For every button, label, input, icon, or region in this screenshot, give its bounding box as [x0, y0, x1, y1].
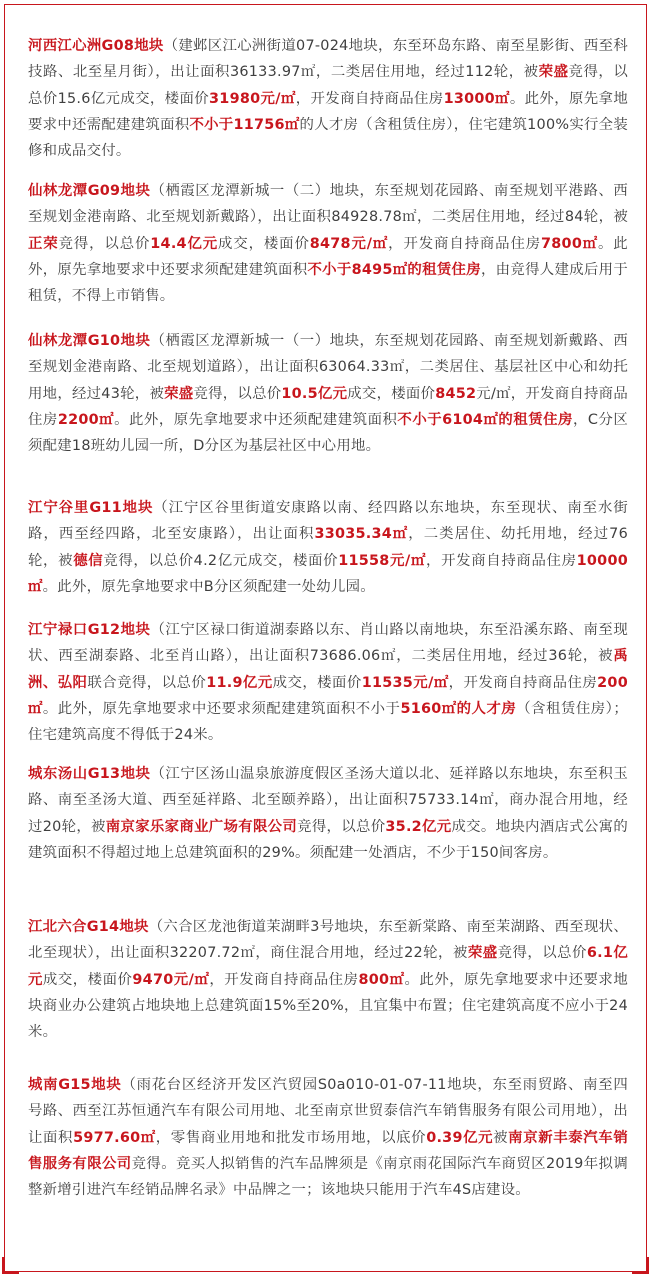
paragraph-g11	[28, 495, 628, 600]
highlight-text: 江北六合G14地块	[28, 919, 149, 935]
highlight-text: 城东汤山G13地块	[28, 766, 151, 782]
body-text: 。此外，原先拿地要求中还要求须配建建筑面积	[28, 235, 628, 278]
body-text: ，二类居住、幼托用地，经过76轮，被	[28, 526, 628, 569]
highlight-text: 不小于6104㎡的租赁住房	[397, 411, 573, 428]
highlight-text: 江宁禄口G12地块	[28, 622, 151, 638]
highlight-text: 南京家乐家商业广场有限公司	[105, 818, 298, 835]
highlight-text: 10000㎡	[28, 552, 628, 595]
highlight-text: 11.9亿元	[206, 674, 273, 691]
paragraph-g08	[28, 33, 628, 164]
highlight-text: 荣盛	[164, 385, 194, 402]
highlight-text: 7800㎡	[541, 235, 599, 252]
body-text: 成交，楼面价	[42, 971, 133, 988]
paragraph-g09	[28, 178, 628, 309]
highlight-text: 6.1亿元	[28, 945, 628, 988]
highlight-text: 13000㎡	[443, 90, 510, 107]
body-text: （雨花台区经济开发区汽贸园S0a010-01-07-11地块，东至雨贸路、南至四号路、西至江苏恒通汽车有限公司用地、北至南京世贸泰信汽车销售服务有限公司用地），出让面积	[28, 1077, 628, 1146]
highlight-text: 5977.60㎡	[73, 1129, 156, 1146]
highlight-text: 荣盛	[467, 945, 498, 962]
body-text: 成交，楼面价	[218, 235, 310, 252]
highlight-text: 35.2亿元	[385, 818, 452, 835]
body-text: ，C分区须配建18班幼儿园一所，D分区为基层社区中心用地。	[28, 411, 628, 455]
highlight-text: 10.5亿元	[281, 385, 348, 402]
highlight-text: 0.39亿元	[426, 1129, 494, 1146]
highlight-text: 11558元/㎡	[338, 552, 427, 569]
body-text: （栖霞区龙潭新城一（一）地块，东至规划花园路、南至规划新戴路、西至规划金港南路、北至规划道路），出让面积63064.33㎡，二类居住、基层社区中心和幼托用地，经过43轮，被	[28, 333, 628, 402]
body-text: 成交。地块内酒店式公寓的建筑面积不得超过地上总建筑面积的29%。须配建一处酒店，不少于150间客房。	[28, 818, 628, 861]
highlight-text: 2200㎡	[57, 411, 115, 428]
body-text: 竞得。竞买人拟销售的汽车品牌须是《南京雨花国际汽车商贸区2019年拟调整新增引进汽车经销品牌名录》中品牌之一；该地块只能用于汽车4S店建设。	[28, 1155, 628, 1199]
highlight-text: 城南G15地块	[28, 1077, 122, 1093]
body-text: 的人才房（含租赁住房），住宅建筑100%实行全装修和成品交付。	[28, 116, 628, 160]
highlight-text: 禹洲、弘阳	[28, 648, 628, 691]
paragraph-g10	[28, 328, 628, 459]
body-text: （建邺区江心洲街道07-024地块，东至环岛东路、南至星影街、西至科技路、北至星月街），出让面积36133.97㎡，二类居住用地，经过112轮，被	[28, 38, 628, 81]
highlight-text: 14.4亿元	[150, 235, 219, 252]
body-text: 。此外，原先拿地要求中还需配建建筑面积	[28, 90, 628, 133]
body-text: 联合竞得，以总价	[87, 674, 207, 691]
body-text: 竞得，以总价	[58, 235, 151, 252]
paragraph-g15	[28, 1072, 628, 1203]
body-text: 。此外，原先拿地要求中还须配建建筑面积	[114, 411, 398, 428]
highlight-text: 9470元/㎡	[132, 971, 210, 988]
body-text: 被	[493, 1129, 509, 1146]
highlight-text: 不小于11756㎡	[189, 116, 300, 133]
highlight-text: 8478元/㎡	[309, 235, 389, 252]
body-text: （江宁区禄口街道湖泰路以东、肖山路以南地块，东至沿溪东路、南至现状、西至湖泰路、北至肖山路），出让面积73686.06㎡，二类居住用地，经过36轮，被	[28, 622, 628, 665]
highlight-text: 31980元/㎡	[209, 90, 296, 107]
highlight-text: 德信	[73, 552, 104, 569]
body-text: 竞得，以总价	[497, 945, 587, 962]
body-text: 。此外，原先拿地要求中还要求地块商业办公建筑占地块地上总建筑面15%至20%，且宜集中布置；住宅建筑高度不应小于24米。	[28, 971, 628, 1041]
highlight-text: 33035.34㎡	[314, 526, 409, 543]
body-text: 竞得，以总价4.2亿元成交，楼面价	[103, 552, 339, 569]
body-text: 元/㎡，开发商自持商品住房	[28, 385, 628, 428]
body-text: ，开发商自持商品住房	[448, 674, 598, 691]
body-text: （江宁区谷里街道安康路以南、经四路以东地块，东至现状、南至水街路，西至经四路，北至安康路），出让面积	[28, 500, 628, 543]
highlight-text: 正荣	[28, 235, 59, 252]
body-text: （六合区龙池街道茉湖畔3号地块，东至新棠路、南至茉湖路、西至现状、北至现状），出让面积32207.72㎡，商住混合用地，经过22轮，被	[28, 919, 628, 962]
highlight-text: 11535元/㎡	[361, 674, 449, 691]
highlight-text: 江宁谷里G11地块	[28, 500, 154, 516]
highlight-text: 8452	[435, 385, 477, 402]
highlight-text: 800㎡	[358, 971, 405, 988]
body-text: ，零售商业用地和批发市场用地，以底价	[155, 1129, 427, 1146]
body-text: 竞得，以总价	[193, 385, 282, 402]
highlight-text: 200㎡	[28, 674, 628, 717]
highlight-text: 南京新丰泰汽车销售服务有限公司	[28, 1129, 628, 1172]
body-text: ，开发商自持商品住房	[426, 552, 577, 569]
body-text: ，开发商自持商品住房	[388, 235, 542, 252]
paragraph-g13	[28, 761, 628, 866]
highlight-text: 河西江心洲G08地块	[28, 38, 164, 54]
body-text: （含租赁住房）；住宅建筑高度不得低于24米。	[28, 700, 628, 744]
body-text: （栖霞区龙潭新城一（二）地块，东至规划花园路、南至规划平港路、西至规划金港南路、北至规划新戴路），出让面积84928.78㎡，二类居住用地，经过84轮，被	[28, 183, 628, 226]
highlight-text: 不小于8495㎡的租赁住房	[307, 261, 481, 278]
body-text: ，由竞得人建成后用于租赁，不得上市销售。	[28, 261, 628, 305]
body-text: 成交，楼面价	[347, 385, 436, 402]
body-text: 。此外，原先拿地要求中B分区须配建一处幼儿园。	[42, 578, 375, 595]
highlight-text: 仙林龙潭G09地块	[28, 183, 151, 199]
highlight-text: 仙林龙潭G10地块	[28, 333, 151, 349]
body-text: ，开发商自持商品住房	[295, 90, 444, 107]
body-text: （江宁区汤山温泉旅游度假区圣汤大道以北、延祥路以东地块，东至积玉路、南至圣汤大道、西至延祥路、北至颐养路），出让面积75733.14㎡，商办混合用地，经过20轮，被	[28, 766, 628, 835]
body-text: ，开发商自持商品住房	[209, 971, 359, 988]
highlight-text: 荣盛	[538, 64, 569, 81]
body-text: 竞得，以总价15.6亿元成交，楼面价	[28, 64, 628, 107]
highlight-text: 5160㎡的人才房	[400, 700, 517, 717]
body-text: 成交，楼面价	[272, 674, 362, 691]
paragraph-g14	[28, 914, 628, 1045]
body-text: 竞得，以总价	[297, 818, 386, 835]
paragraph-g12	[28, 617, 628, 748]
body-text: 。此外，原先拿地要求中还要求须配建建筑面积不小于	[42, 700, 401, 717]
